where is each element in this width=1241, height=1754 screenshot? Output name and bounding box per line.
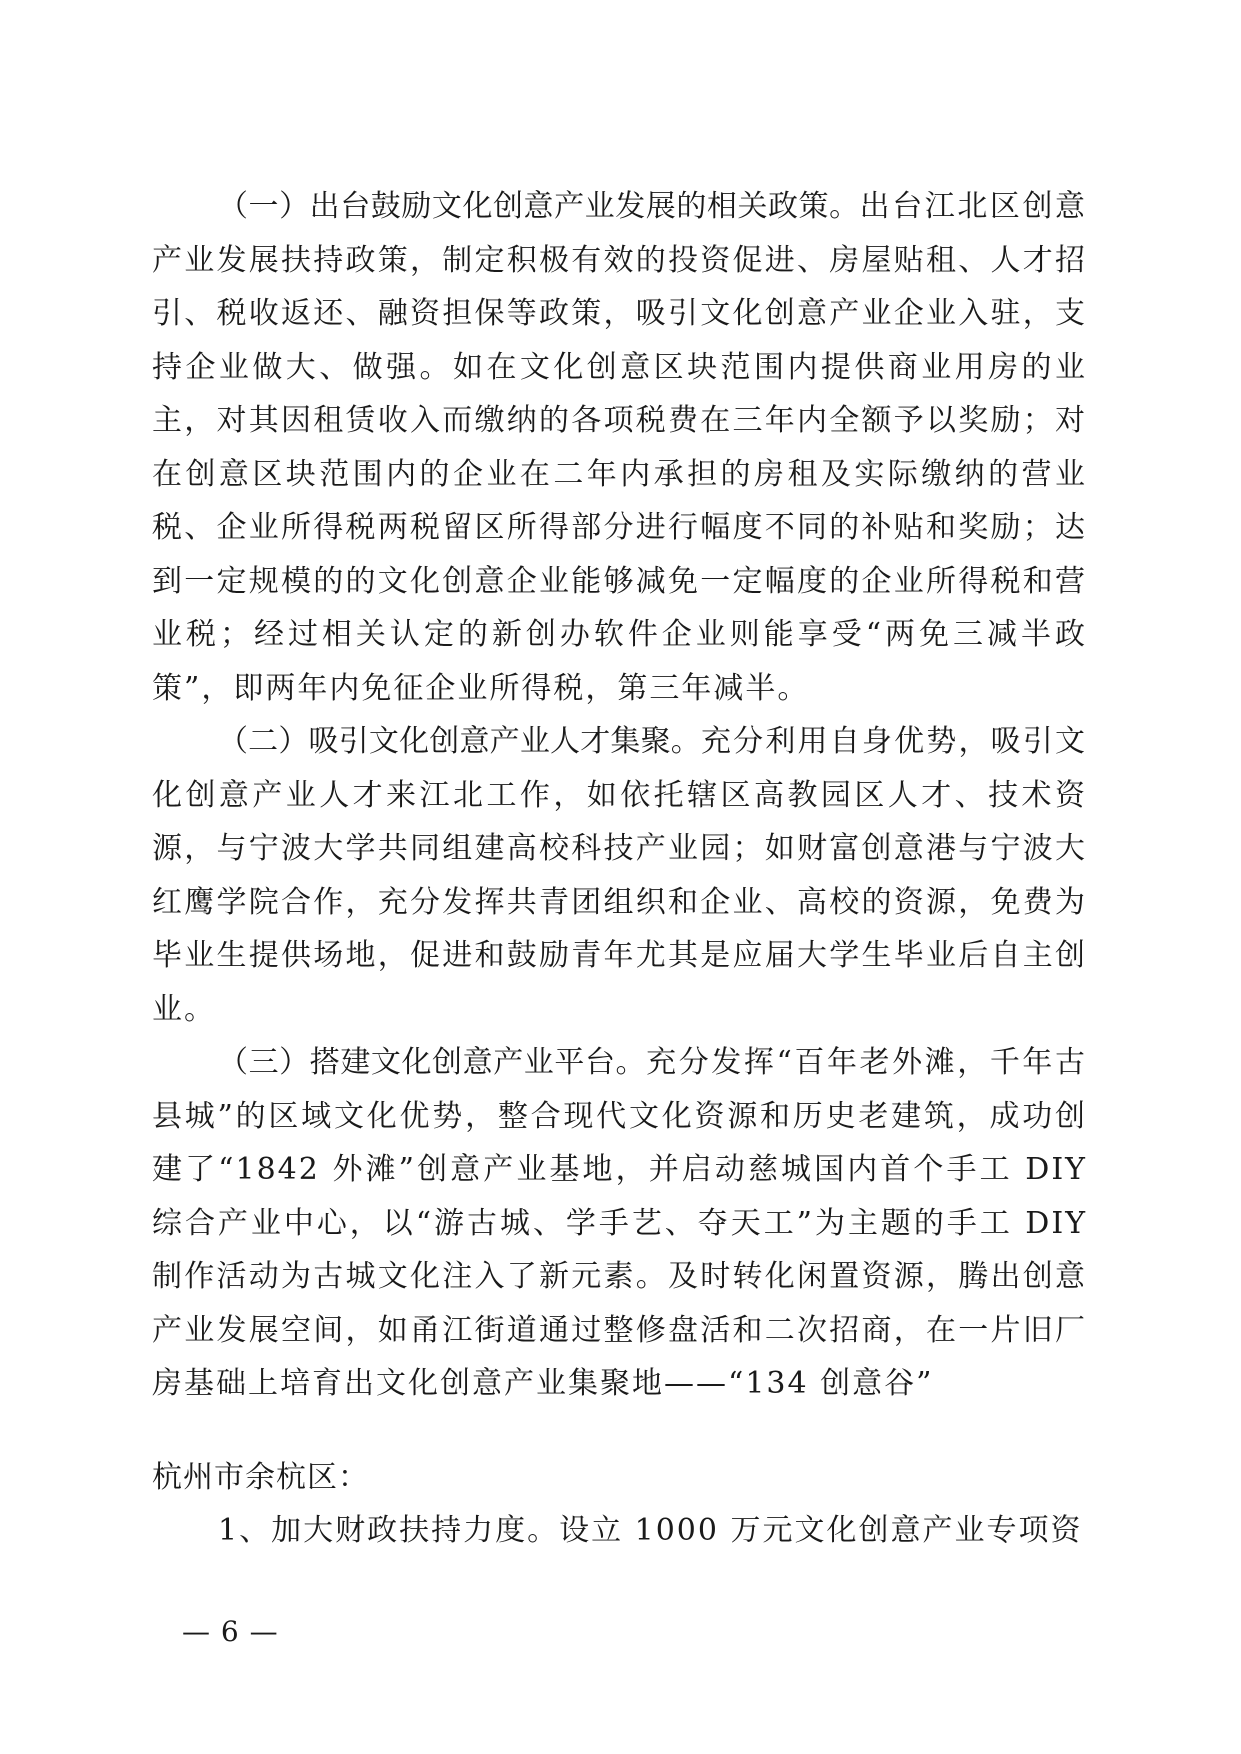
section-heading: 杭州市余杭区： xyxy=(152,1459,369,1495)
paragraph-policy xyxy=(152,180,1087,715)
page-number: — 6 — xyxy=(182,1615,279,1648)
paragraph-lead: （三）搭建文化创意产业平台。 xyxy=(218,1045,647,1080)
paragraph-lead: （二）吸引文化创意产业人才集聚。 xyxy=(218,724,701,759)
document-body xyxy=(152,180,1087,1558)
paragraph-talent xyxy=(152,715,1087,1036)
paragraph-text: 充分发挥“百年老外滩，千年古县城”的区域文化优势，整合现代文化资源和历史老建筑，成功创建了“1842 外滩”创意产业基地，并启动慈城国内首个手工 DIY 综合产业中心，以“游古城、学手艺、夺天工”为主题的手工 DIY 制作活动为古城文化注入了新元素。及时转化闲置资源，腾出创意产业发展空间，如甬江街道通过整修盘活和二次招商，在一片旧厂房基础上培育出文化创意产业集聚地——“134 创意谷” xyxy=(152,1045,1087,1401)
section-item: 1、加大财政扶持力度。设立 1000 万元文化创意产业专项资 xyxy=(218,1513,1083,1548)
paragraph-text: 充分利用自身优势，吸引文化创意产业人才来江北工作，如依托辖区高教园区人才、技术资源，与宁波大学共同组建高校科技产业园；如财富创意港与宁波大红鹰学院合作，充分发挥共青团组织和企业、高校的资源，免费为毕业生提供场地，促进和鼓励青年尤其是应届大学生毕业后自主创业。 xyxy=(152,724,1088,1027)
paragraph-lead: （一）出台鼓励文化创意产业发展的相关政策。 xyxy=(218,189,860,224)
paragraph-platform xyxy=(152,1036,1087,1411)
paragraph-text: 出台江北区创意产业发展扶持政策，制定积极有效的投资促进、房屋贴租、人才招引、税收返还、融资担保等政策，吸引文化创意产业企业入驻，支持企业做大、做强。如在文化创意区块范围内提供商业用房的业主，对其因租赁收入而缴纳的各项税费在三年内全额予以奖励；对在创意区块范围内的企业在二年内承担的房租及实际缴纳的营业税、企业所得税两税留区所得部分进行幅度不同的补贴和奖励；达到一定规模的的文化创意企业能够减免一定幅度的企业所得税和营业税；经过相关认定的新创办软件企业则能享受“两免三减半政策”，即两年内免征企业所得税，第三年减半。 xyxy=(152,189,1088,706)
